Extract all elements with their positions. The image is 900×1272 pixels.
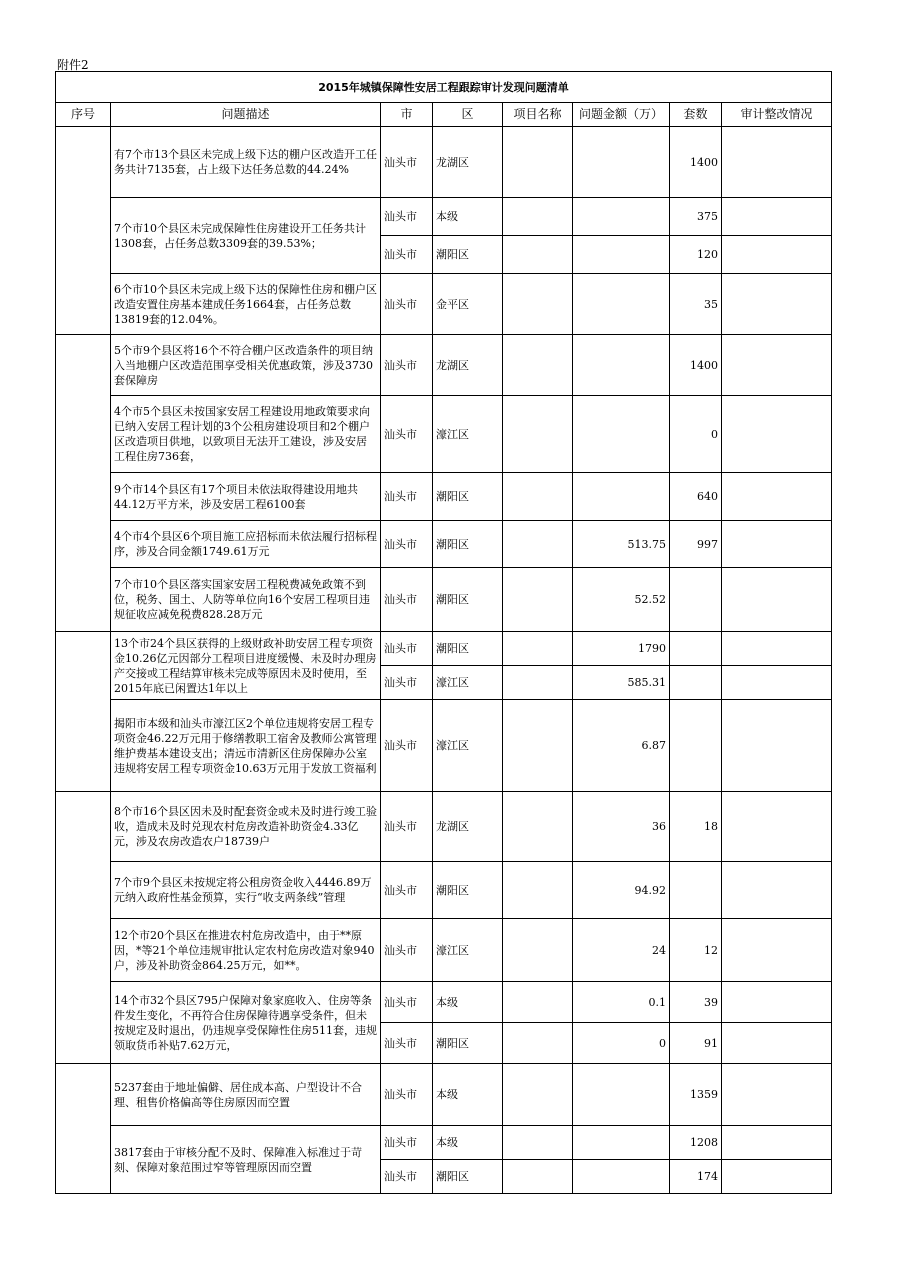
district-cell: 龙湖区 <box>433 792 503 862</box>
city-cell: 汕头市 <box>381 473 433 521</box>
issue-description: 13个市24个县区获得的上级财政补助安居工程专项资金10.26亿元因部分工程项目进度缓慢、未及时办理房产交接或工程结算审核未完成等原因未及时使用，至2015年底已闲置达1年以上 <box>111 632 381 700</box>
status-cell <box>722 632 832 666</box>
district-cell: 龙湖区 <box>433 127 503 198</box>
table-row <box>56 274 832 335</box>
issue-description: 7个市10个县区落实国家安居工程税费减免政策不到位，税务、国土、人防等单位向16个安居工程项目违规征收应减免税费828.28万元 <box>111 568 381 632</box>
issue-description: 揭阳市本级和汕头市濠江区2个单位违规将安居工程专项资金46.22万元用于修缮教职工宿舍及教师公寓管理维护费基本建设支出；清远市清新区住房保障办公室违规将安居工程专项资金10.63万元用于发放工资福利 <box>111 700 381 792</box>
status-cell <box>722 198 832 236</box>
amount-cell <box>573 473 670 521</box>
seq-cell <box>56 792 111 1064</box>
project-cell <box>503 396 573 473</box>
issue-description: 4个市5个县区未按国家安居工程建设用地政策要求向已纳入安居工程计划的3个公租房建设项目和2个棚户区改造项目供地，以致项目无法开工建设，涉及安居工程住房736套， <box>111 396 381 473</box>
amount-cell: 24 <box>573 919 670 982</box>
amount-cell <box>573 1160 670 1194</box>
city-cell: 汕头市 <box>381 919 433 982</box>
amount-cell <box>573 396 670 473</box>
city-cell: 汕头市 <box>381 396 433 473</box>
project-cell <box>503 274 573 335</box>
units-cell: 997 <box>670 521 722 568</box>
seq-cell <box>56 335 111 632</box>
status-cell <box>722 1160 832 1194</box>
status-cell <box>722 568 832 632</box>
amount-cell: 0.1 <box>573 982 670 1023</box>
header-city: 市 <box>381 103 433 127</box>
issue-description: 7个市9个县区未按规定将公租房资金收入4446.89万元纳入政府性基金预算，实行“收支两条线”管理 <box>111 862 381 919</box>
issue-description: 有7个市13个县区未完成上级下达的棚户区改造开工任务共计7135套，占上级下达任务总数的44.24% <box>111 127 381 198</box>
amount-cell <box>573 198 670 236</box>
table-row <box>56 396 832 473</box>
district-cell: 本级 <box>433 198 503 236</box>
city-cell: 汕头市 <box>381 568 433 632</box>
project-cell <box>503 666 573 700</box>
units-cell: 0 <box>670 396 722 473</box>
table-row <box>56 1126 832 1160</box>
project-cell <box>503 521 573 568</box>
issue-table <box>55 71 832 1194</box>
amount-cell: 94.92 <box>573 862 670 919</box>
project-cell <box>503 198 573 236</box>
header-amount: 问题金额（万） <box>573 103 670 127</box>
project-cell <box>503 792 573 862</box>
status-cell <box>722 236 832 274</box>
amount-cell <box>573 335 670 396</box>
header-desc: 问题描述 <box>111 103 381 127</box>
header-district: 区 <box>433 103 503 127</box>
table-row <box>56 792 832 862</box>
project-cell <box>503 1064 573 1126</box>
units-cell: 120 <box>670 236 722 274</box>
units-cell: 91 <box>670 1023 722 1064</box>
district-cell: 潮阳区 <box>433 473 503 521</box>
table-row <box>56 632 832 666</box>
project-cell <box>503 1126 573 1160</box>
units-cell: 1400 <box>670 127 722 198</box>
issue-description: 4个市4个县区6个项目施工应招标而未依法履行招标程序，涉及合同金额1749.61万元 <box>111 521 381 568</box>
units-cell: 1359 <box>670 1064 722 1126</box>
units-cell: 1208 <box>670 1126 722 1160</box>
status-cell <box>722 1023 832 1064</box>
project-cell <box>503 127 573 198</box>
status-cell <box>722 473 832 521</box>
amount-cell <box>573 1064 670 1126</box>
status-cell <box>722 1126 832 1160</box>
table-row <box>56 982 832 1023</box>
units-cell: 35 <box>670 274 722 335</box>
district-cell: 本级 <box>433 982 503 1023</box>
district-cell: 濠江区 <box>433 919 503 982</box>
table-row <box>56 127 832 198</box>
amount-cell <box>573 236 670 274</box>
city-cell: 汕头市 <box>381 1064 433 1126</box>
district-cell: 金平区 <box>433 274 503 335</box>
issue-description: 3817套由于审核分配不及时、保障准入标准过于苛刻、保障对象范围过窄等管理原因而空置 <box>111 1126 381 1194</box>
table-row <box>56 335 832 396</box>
annex-label: 附件2 <box>57 58 89 72</box>
status-cell <box>722 521 832 568</box>
issue-description: 9个市14个县区有17个项目未依法取得建设用地共44.12万平方米，涉及安居工程6100套 <box>111 473 381 521</box>
city-cell: 汕头市 <box>381 862 433 919</box>
issue-description: 7个市10个县区未完成保障性住房建设开工任务共计1308套，占任务总数3309套的39.53%； <box>111 198 381 274</box>
city-cell: 汕头市 <box>381 632 433 666</box>
table-row <box>56 568 832 632</box>
seq-cell <box>56 1064 111 1194</box>
city-cell: 汕头市 <box>381 236 433 274</box>
header-project: 项目名称 <box>503 103 573 127</box>
amount-cell: 0 <box>573 1023 670 1064</box>
issue-description: 8个市16个县区因未及时配套资金或未及时进行竣工验收，造成未及时兑现农村危房改造补助资金4.33亿元，涉及农房改造农户18739户 <box>111 792 381 862</box>
project-cell <box>503 568 573 632</box>
district-cell: 潮阳区 <box>433 568 503 632</box>
district-cell: 潮阳区 <box>433 632 503 666</box>
units-cell <box>670 700 722 792</box>
city-cell: 汕头市 <box>381 792 433 862</box>
district-cell: 潮阳区 <box>433 521 503 568</box>
table-row <box>56 521 832 568</box>
units-cell: 39 <box>670 982 722 1023</box>
project-cell <box>503 335 573 396</box>
table-row <box>56 862 832 919</box>
project-cell <box>503 700 573 792</box>
project-cell <box>503 236 573 274</box>
city-cell: 汕头市 <box>381 274 433 335</box>
amount-cell <box>573 274 670 335</box>
seq-cell <box>56 632 111 792</box>
status-cell <box>722 919 832 982</box>
status-cell <box>722 700 832 792</box>
units-cell: 375 <box>670 198 722 236</box>
amount-cell <box>573 1126 670 1160</box>
amount-cell: 513.75 <box>573 521 670 568</box>
header-status: 审计整改情况 <box>722 103 832 127</box>
units-cell: 174 <box>670 1160 722 1194</box>
district-cell: 潮阳区 <box>433 236 503 274</box>
amount-cell <box>573 127 670 198</box>
table-row <box>56 198 832 236</box>
units-cell: 1400 <box>670 335 722 396</box>
seq-cell <box>56 127 111 335</box>
issue-description: 14个市32个县区795户保障对象家庭收入、住房等条件发生变化，不再符合住房保障待遇享受条件，但未按规定及时退出，仍违规享受保障性住房511套，违规领取货币补贴7.62万元， <box>111 982 381 1064</box>
issue-description: 6个市10个县区未完成上级下达的保障性住房和棚户区改造安置住房基本建成任务1664套，占任务总数13819套的12.04%。 <box>111 274 381 335</box>
header-row <box>56 103 832 127</box>
city-cell: 汕头市 <box>381 521 433 568</box>
status-cell <box>722 1064 832 1126</box>
table-title: 2015年城镇保障性安居工程跟踪审计发现问题清单 <box>56 72 832 103</box>
units-cell: 18 <box>670 792 722 862</box>
units-cell: 12 <box>670 919 722 982</box>
units-cell <box>670 632 722 666</box>
amount-cell: 36 <box>573 792 670 862</box>
header-seq: 序号 <box>56 103 111 127</box>
city-cell: 汕头市 <box>381 127 433 198</box>
district-cell: 濠江区 <box>433 700 503 792</box>
project-cell <box>503 1160 573 1194</box>
project-cell <box>503 919 573 982</box>
status-cell <box>722 862 832 919</box>
status-cell <box>722 792 832 862</box>
city-cell: 汕头市 <box>381 1126 433 1160</box>
district-cell: 龙湖区 <box>433 335 503 396</box>
table-row <box>56 473 832 521</box>
city-cell: 汕头市 <box>381 1160 433 1194</box>
district-cell: 濠江区 <box>433 396 503 473</box>
district-cell: 潮阳区 <box>433 1160 503 1194</box>
amount-cell: 6.87 <box>573 700 670 792</box>
amount-cell: 52.52 <box>573 568 670 632</box>
header-units: 套数 <box>670 103 722 127</box>
issue-description: 5237套由于地址偏僻、居住成本高、户型设计不合理、租售价格偏高等住房原因而空置 <box>111 1064 381 1126</box>
city-cell: 汕头市 <box>381 700 433 792</box>
issue-description: 12个市20个县区在推进农村危房改造中，由于**原因，*等21个单位违规审批认定农村危房改造对象940户，涉及补助资金864.25万元，如**。 <box>111 919 381 982</box>
units-cell <box>670 666 722 700</box>
project-cell <box>503 1023 573 1064</box>
project-cell <box>503 632 573 666</box>
status-cell <box>722 274 832 335</box>
project-cell <box>503 862 573 919</box>
district-cell: 潮阳区 <box>433 1023 503 1064</box>
status-cell <box>722 666 832 700</box>
units-cell <box>670 862 722 919</box>
table-row <box>56 919 832 982</box>
city-cell: 汕头市 <box>381 198 433 236</box>
district-cell: 濠江区 <box>433 666 503 700</box>
amount-cell: 1790 <box>573 632 670 666</box>
table-row <box>56 1064 832 1126</box>
city-cell: 汕头市 <box>381 982 433 1023</box>
status-cell <box>722 396 832 473</box>
units-cell <box>670 568 722 632</box>
table-row <box>56 700 832 792</box>
units-cell: 640 <box>670 473 722 521</box>
status-cell <box>722 335 832 396</box>
project-cell <box>503 982 573 1023</box>
issue-description: 5个市9个县区将16个不符合棚户区改造条件的项目纳入当地棚户区改造范围享受相关优惠政策，涉及3730套保障房 <box>111 335 381 396</box>
status-cell <box>722 982 832 1023</box>
city-cell: 汕头市 <box>381 335 433 396</box>
city-cell: 汕头市 <box>381 666 433 700</box>
status-cell <box>722 127 832 198</box>
city-cell: 汕头市 <box>381 1023 433 1064</box>
district-cell: 本级 <box>433 1126 503 1160</box>
amount-cell: 585.31 <box>573 666 670 700</box>
district-cell: 本级 <box>433 1064 503 1126</box>
district-cell: 潮阳区 <box>433 862 503 919</box>
project-cell <box>503 473 573 521</box>
